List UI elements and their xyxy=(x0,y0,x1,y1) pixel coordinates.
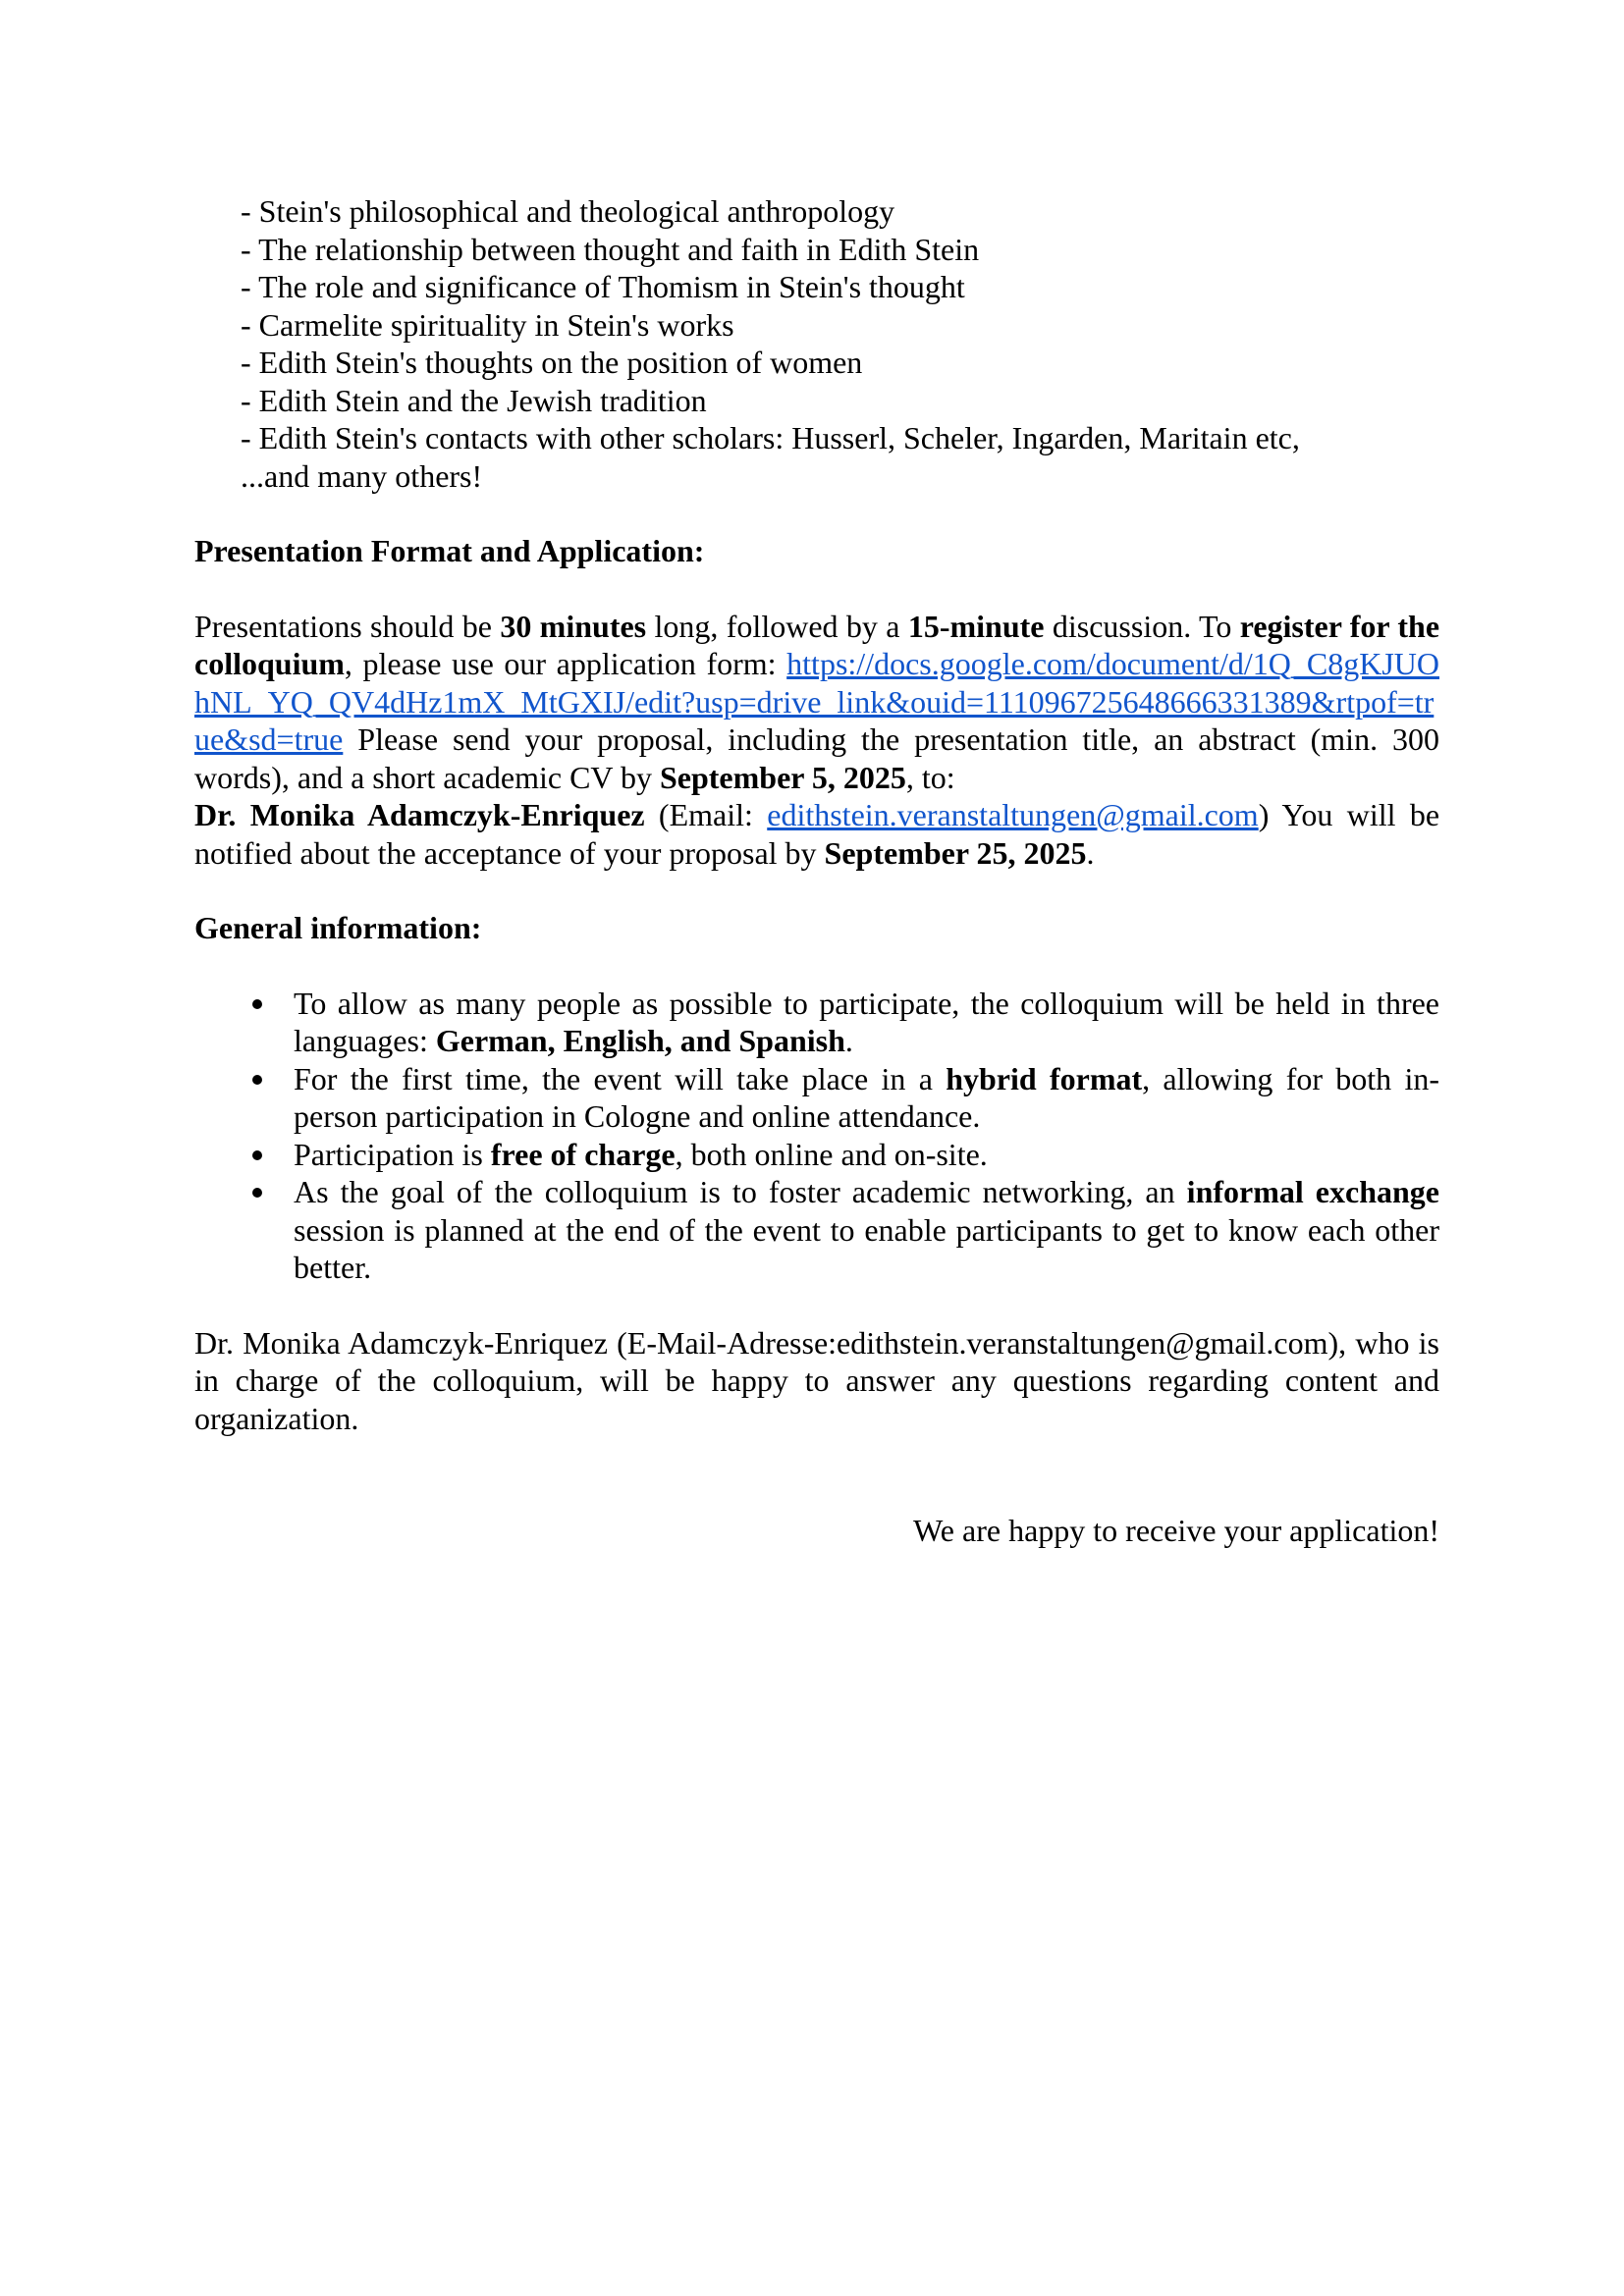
bold-run: free of charge xyxy=(490,1136,676,1172)
text-run: session is planned at the end of the event to enable participants to get to know each other better. xyxy=(294,1211,1439,1285)
bold-run: September 25, 2025 xyxy=(824,834,1087,871)
text-run: As the goal of the colloquium is to foster academic networking, an xyxy=(294,1174,1187,1209)
contact-paragraph: Dr. Monika Adamczyk-Enriquez (E-Mail-Adresse:edithstein.veranstaltungen@gmail.com), who is in charge of the colloquium, will be happy to answer any questions regarding content and organization. xyxy=(194,1324,1439,1436)
list-item: - Edith Stein's contacts with other scholars: Husserl, Scheler, Ingarden, Maritain etc, xyxy=(241,420,1300,455)
email-link[interactable]: edithstein.veranstaltungen@gmail.com xyxy=(767,797,1259,832)
bold-run: register for the colloquium xyxy=(194,608,1440,681)
text-run: long, followed by a xyxy=(646,608,908,644)
bullet-icon xyxy=(252,1075,262,1085)
document-page xyxy=(194,192,1439,1550)
list-item: - The role and significance of Thomism in Stein's thought xyxy=(241,269,965,304)
general-bullet-list xyxy=(194,985,1439,1287)
text-run: (Email: xyxy=(644,797,768,832)
text-run: , please use our application form: xyxy=(344,646,787,681)
bold-run: 30 minutes xyxy=(500,608,647,644)
bold-run: informal exchange xyxy=(1186,1174,1440,1209)
bold-run: German, English, and Spanish xyxy=(435,1023,845,1058)
list-item: - Carmelite spirituality in Stein's works xyxy=(241,306,734,343)
list-item: - Edith Stein and the Jewish tradition xyxy=(241,382,707,418)
text-run: Participation is xyxy=(294,1136,491,1172)
list-item xyxy=(194,1060,1439,1136)
bold-run: Dr. Monika Adamczyk-Enriquez xyxy=(194,797,645,832)
list-item: ...and many others! xyxy=(241,457,483,494)
text-run: ) You will be notified about the acceptance of your proposal by xyxy=(194,797,1440,871)
list-item: - Stein's philosophical and theological anthropology xyxy=(241,193,895,229)
bold-run: 15-minute xyxy=(907,608,1045,644)
closing-line: We are happy to receive your application! xyxy=(913,1513,1439,1548)
topic-list xyxy=(241,192,1439,495)
bold-run: September 5, 2025 xyxy=(659,759,906,795)
list-item xyxy=(194,1136,1439,1174)
list-item xyxy=(194,985,1439,1060)
general-heading: General information: xyxy=(194,910,482,945)
text-run: , both online and on-site. xyxy=(675,1136,988,1172)
presentation-paragraph xyxy=(194,608,1439,873)
bullet-icon xyxy=(252,999,262,1009)
text-run: . xyxy=(1086,834,1095,871)
text-run: Please send your proposal, including the presentation title, an abstract (min. 300 words), and a short academic CV by xyxy=(194,721,1439,795)
list-item: - The relationship between thought and faith in Edith Stein xyxy=(241,231,980,267)
list-item: - Edith Stein's thoughts on the position of women xyxy=(241,345,863,380)
bold-run: hybrid format xyxy=(946,1060,1143,1096)
application-form-link[interactable]: https://docs.google.com/document/d/1Q_C8gKJUOhNL_YQ_QV4dHz1mX_MtGXIJ/edit?usp=drive_link&ouid=111096725648666331389&rtpof=true&sd=true xyxy=(194,646,1439,757)
list-item xyxy=(194,1173,1439,1287)
text-run: . xyxy=(844,1023,853,1058)
text-run: To allow as many people as possible to participate, the colloquium will be held in three languages: xyxy=(294,985,1439,1058)
text-run: For the first time, the event will take place in a xyxy=(294,1060,947,1096)
bullet-icon xyxy=(252,1150,262,1160)
presentation-heading: Presentation Format and Application: xyxy=(194,533,705,568)
text-run: Presentations should be xyxy=(194,608,501,644)
text-run: , to: xyxy=(905,759,955,795)
text-run: discussion. To xyxy=(1044,608,1240,644)
bullet-icon xyxy=(252,1188,262,1198)
text-run: , allowing for both in-person participation in Cologne and online attendance. xyxy=(294,1060,1440,1134)
